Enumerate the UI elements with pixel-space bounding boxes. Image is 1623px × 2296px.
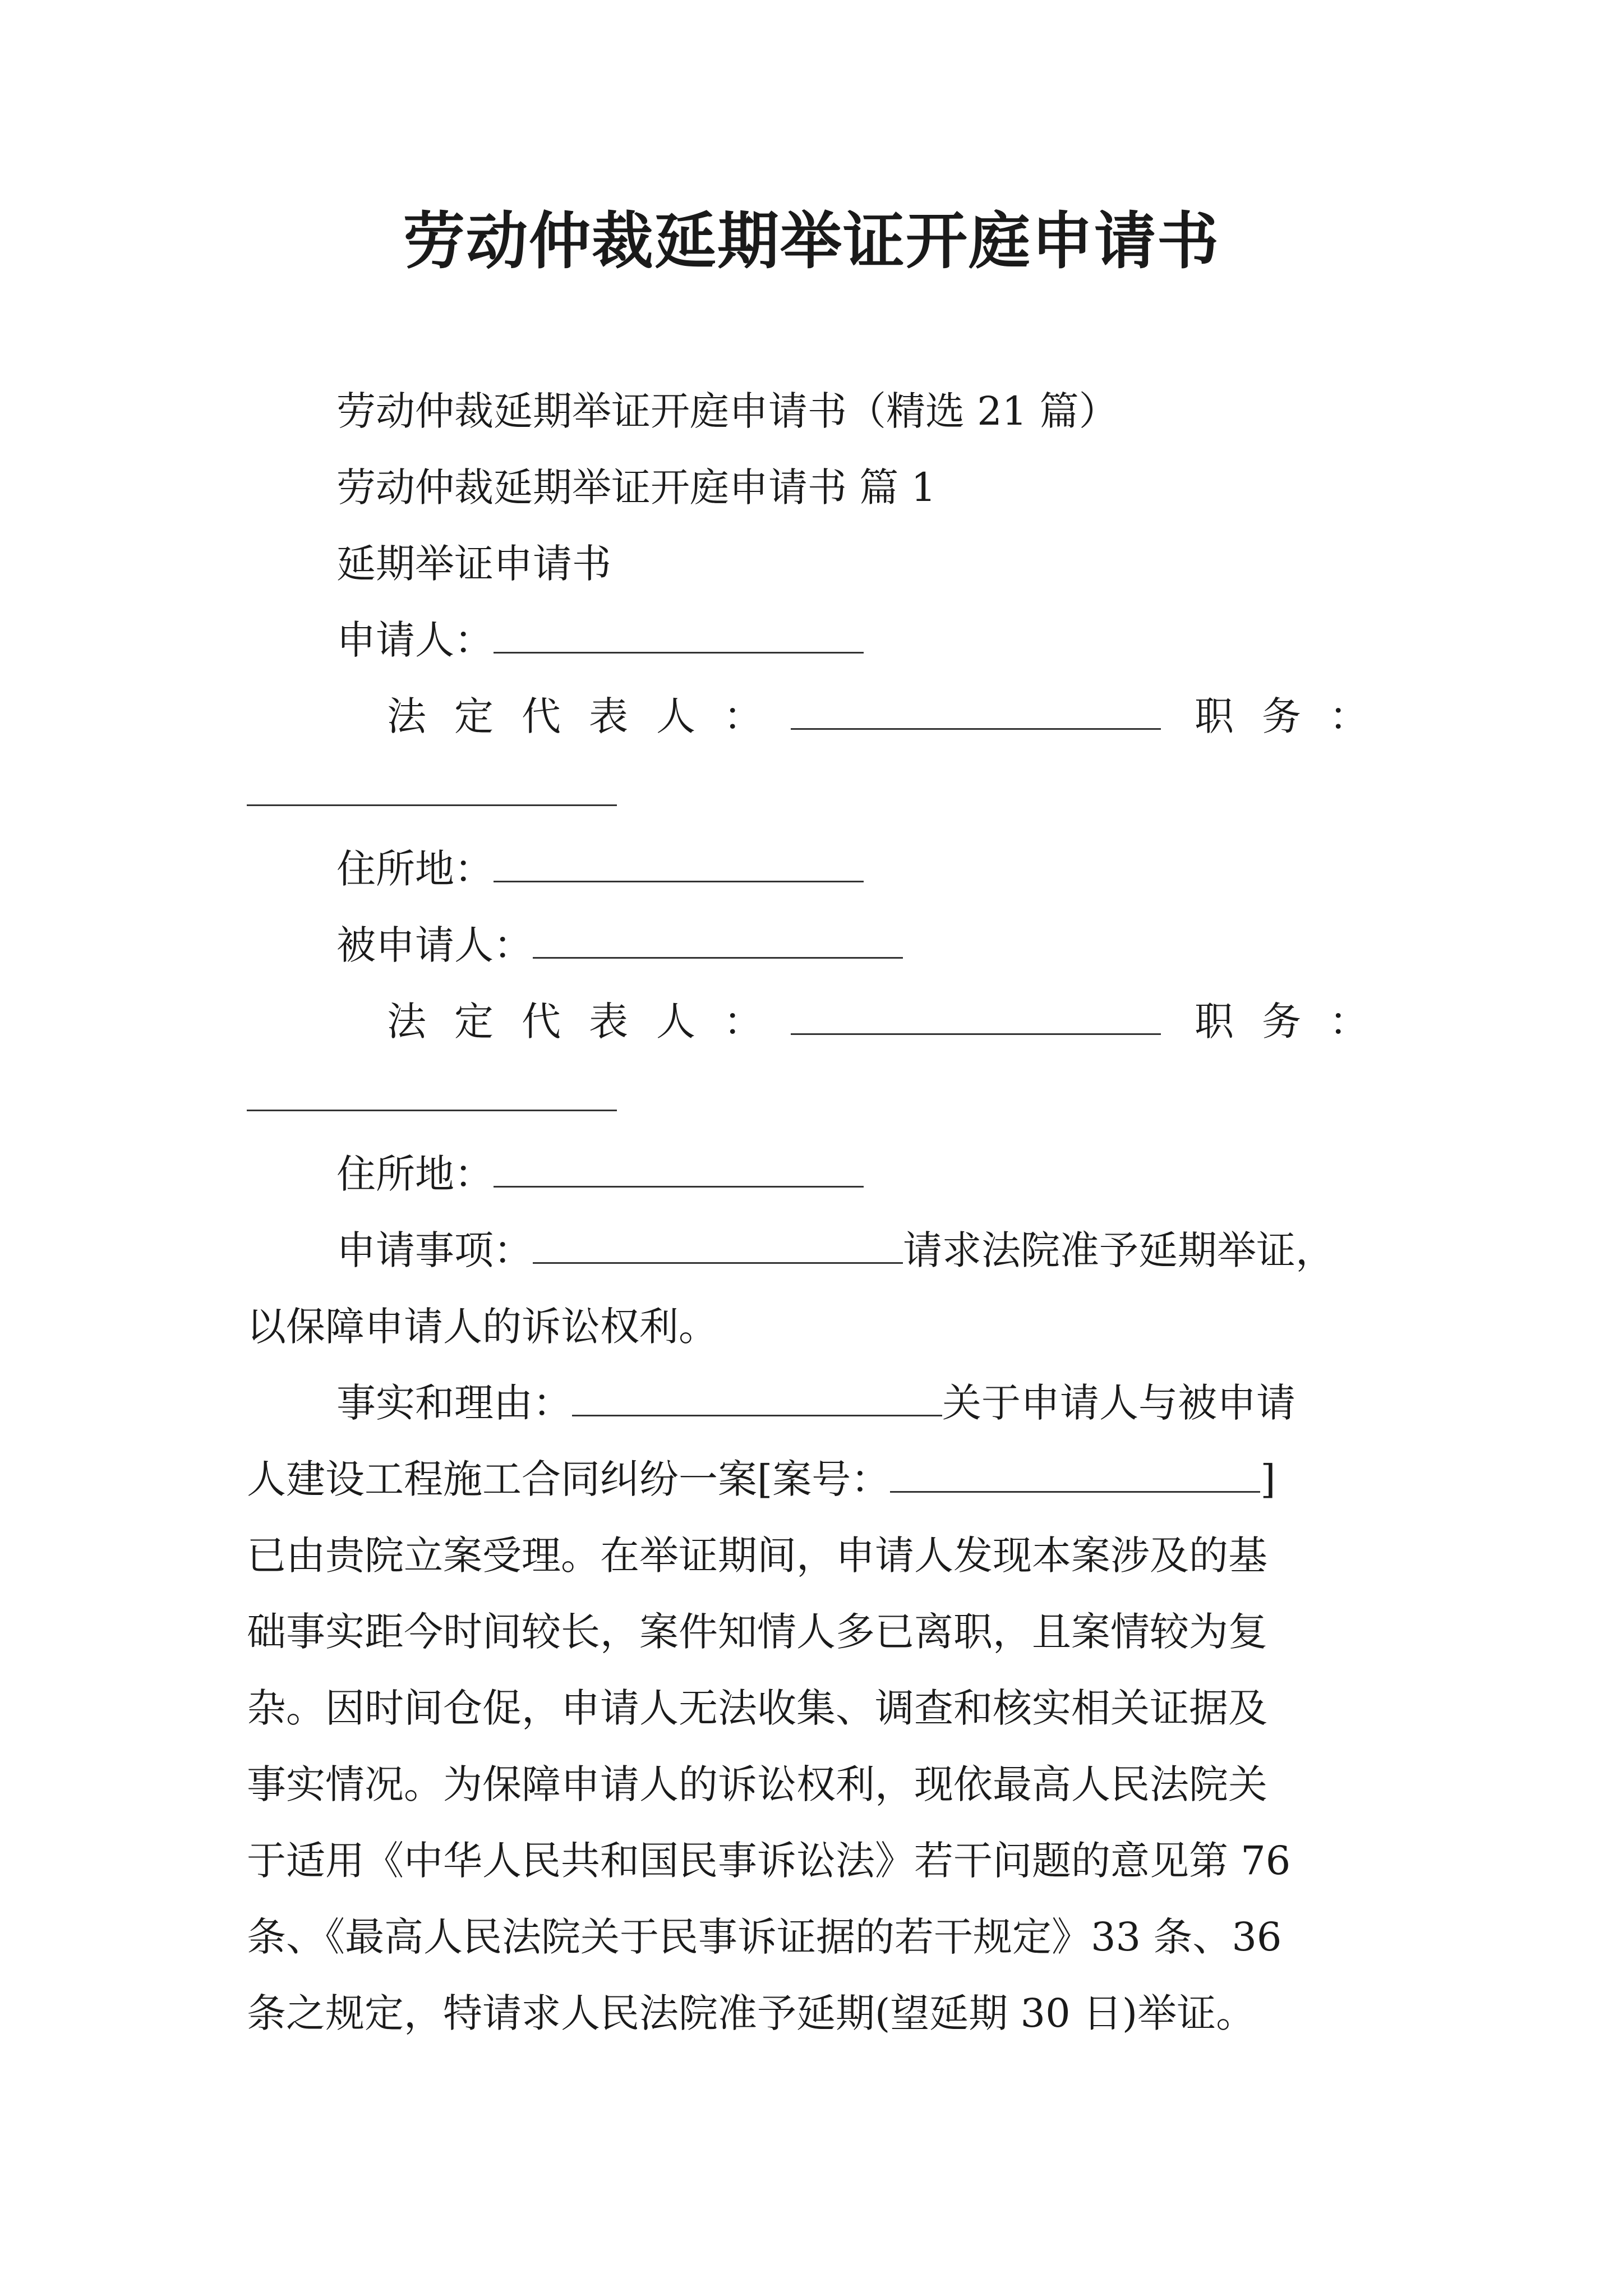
legal-rep-label: 法定代表人： xyxy=(387,693,791,739)
facts-line-5: 杂。因时间仓促，申请人无法收集、调查和核实相关证据及 xyxy=(247,1685,1267,1731)
doc-name-line: 延期举证申请书 xyxy=(336,541,611,587)
facts-line-7: 于适用《中华人民共和国民事诉讼法》若干问题的意见第 76 xyxy=(247,1838,1291,1884)
facts-line-9: 条之规定，特请求人民法院准予延期(望延期 30 日)举证。 xyxy=(247,1990,1256,2036)
position-label: 职务： xyxy=(1195,693,1396,739)
matter-label: 申请事项： xyxy=(336,1227,533,1273)
legal-rep-blank xyxy=(791,691,1161,730)
position-label-2: 职务： xyxy=(1195,999,1396,1045)
address-label: 住所地： xyxy=(336,846,494,892)
matter-text-1: 请求法院准予延期举证， xyxy=(903,1227,1335,1273)
legal-rep-line-2 xyxy=(247,983,1396,1060)
facts-line-4: 础事实距今时间较长，案件知情人多已离职，且案情较为复 xyxy=(247,1609,1267,1655)
document-title: 劳动仲裁延期举证开庭申请书 xyxy=(403,205,1220,277)
facts-line-3: 已由贵院立案受理。在举证期间，申请人发现本案涉及的基 xyxy=(247,1533,1267,1579)
position-blank-line xyxy=(247,754,1396,831)
facts-line-1 xyxy=(247,1365,1396,1441)
matter-line-1 xyxy=(247,1212,1396,1289)
matter-line-2: 以保障申请人的诉讼权利。 xyxy=(247,1304,718,1350)
facts-label: 事实和理由： xyxy=(336,1380,572,1426)
address-line-2 xyxy=(247,1136,1396,1212)
facts-l2-head: 人建设工程施工合同纠纷一案[案号： xyxy=(247,1456,891,1502)
matter-blank xyxy=(533,1225,903,1264)
facts-blank xyxy=(572,1378,942,1416)
facts-l2-tail: ] xyxy=(1260,1456,1276,1502)
legal-rep-blank-2 xyxy=(791,996,1161,1035)
position-blank xyxy=(247,767,617,806)
respondent-blank xyxy=(533,920,903,959)
position-blank-line-2 xyxy=(247,1060,1396,1136)
respondent-label: 被申请人： xyxy=(336,922,533,968)
document-body xyxy=(247,373,1396,2051)
facts-line-8: 条、《最高人民法院关于民事诉证据的若干规定》33 条、36 xyxy=(247,1914,1282,1960)
facts-line-2 xyxy=(247,1441,1396,1517)
applicant-line xyxy=(247,602,1396,678)
chapter-heading: 劳动仲裁延期举证开庭申请书 篇 1 xyxy=(336,464,937,510)
facts-l1-tail: 关于申请人与被申请 xyxy=(942,1380,1295,1426)
applicant-label: 申请人： xyxy=(336,617,494,663)
address-blank-2 xyxy=(494,1149,864,1188)
legal-rep-label-2: 法定代表人： xyxy=(387,999,791,1045)
address-line xyxy=(247,831,1396,907)
case-number-blank xyxy=(890,1454,1260,1493)
applicant-blank xyxy=(494,615,864,654)
position-blank-2 xyxy=(247,1073,617,1111)
address-blank xyxy=(494,844,864,882)
facts-line-6: 事实情况。为保障申请人的诉讼权利，现依最高人民法院关 xyxy=(247,1761,1267,1807)
legal-rep-line xyxy=(247,678,1396,754)
address-label-2: 住所地： xyxy=(336,1151,494,1197)
respondent-line xyxy=(247,907,1396,983)
subtitle-line: 劳动仲裁延期举证开庭申请书（精选 21 篇） xyxy=(336,388,1118,434)
